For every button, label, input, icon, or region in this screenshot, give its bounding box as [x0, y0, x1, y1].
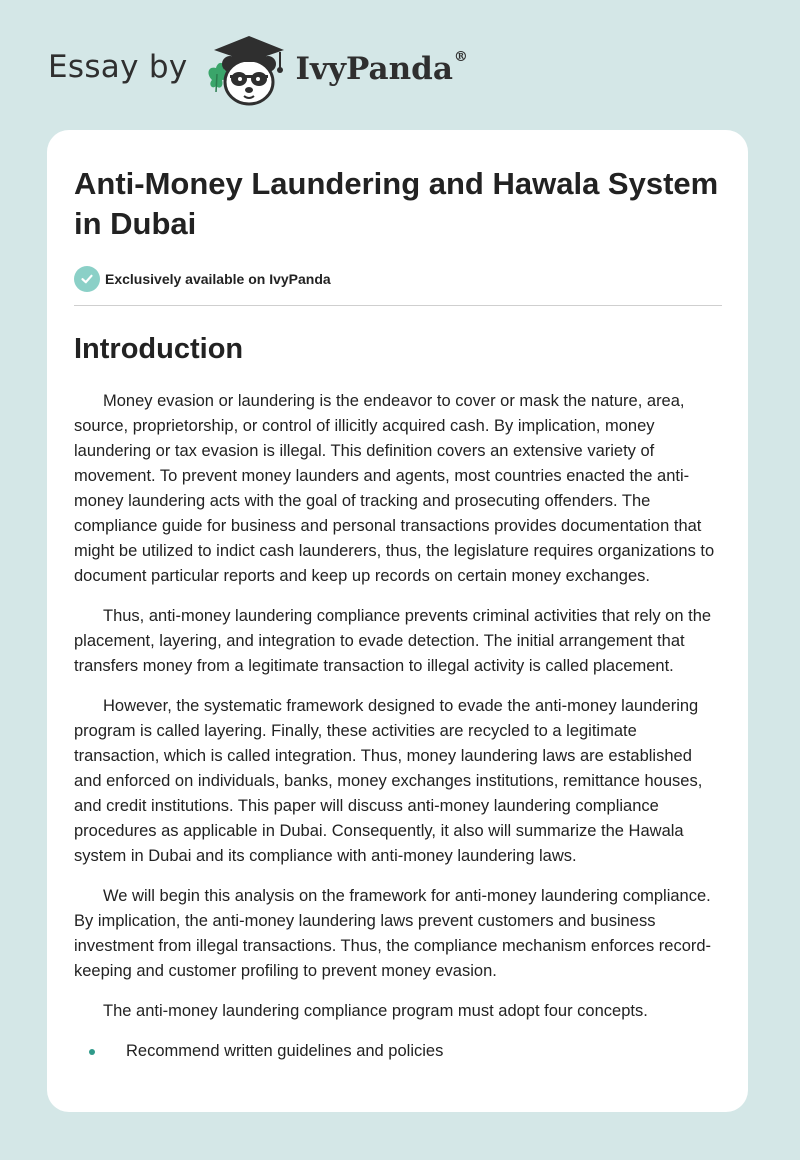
- section-heading-introduction: Introduction: [74, 333, 244, 365]
- bullet-dot-icon: [89, 1049, 95, 1055]
- list-item-text: Recommend written guidelines and policies: [126, 1042, 444, 1060]
- list-item: [74, 1039, 722, 1064]
- exclusive-badge: [74, 266, 722, 292]
- check-circle-icon: [74, 266, 100, 292]
- paragraph: However, the systematic framework designed to evade the anti-money laundering program is called layering. Finally, these activities are recycled to a legitimate transaction, which is called integration. Thus, money laundering laws are established and enforced on individuals, banks, money exchanges institutions, remittance houses, and credit institutions. This paper will discuss anti-money laundering compliance procedures as applicable in Dubai. Consequently, it also will summarize the Hawala system in Dubai and its compliance with anti-money laundering laws.: [74, 697, 703, 865]
- essay-card: [47, 130, 748, 1112]
- paragraph: Money evasion or laundering is the endeavor to cover or mask the nature, area, source, proprietorship, or control of illicitly acquired cash. By implication, money laundering or tax evasion is illegal. This definition covers an extensive variety of movement. To prevent money launders and agents, most countries enacted the anti-money laundering acts with the goal of tracking and prosecuting offenders. The compliance guide for business and personal transactions provides documentation that might be utilized to indict cash launderers, thus, the legislature requires organizations to document particular reports and keep up records on certain money exchanges.: [74, 392, 715, 585]
- panda-graduate-logo-icon[interactable]: [202, 30, 294, 110]
- site-header: [48, 30, 468, 110]
- registered-mark: ®: [453, 49, 468, 65]
- essay-by-label: Essay by: [48, 49, 188, 85]
- essay-title: Anti-Money Laundering and Hawala System in Dubai: [74, 166, 719, 241]
- divider: [74, 305, 722, 306]
- paragraph: We will begin this analysis on the framework for anti-money laundering compliance. By implication, the anti-money laundering laws prevent customers and business investment from illegal transactions. Thus, the compliance mechanism enforces record-keeping and customer profiling to prevent money evasion.: [74, 887, 712, 980]
- paragraph: Thus, anti-money laundering compliance prevents criminal activities that rely on the placement, layering, and integration to evade detection. The initial arrangement that transfers money from a legitimate transaction to illegal activity is called placement.: [74, 607, 712, 675]
- brand-name: IvyPanda®: [295, 49, 468, 87]
- bullet-list: [74, 1039, 722, 1064]
- paragraph: The anti-money laundering compliance program must adopt four concepts.: [103, 1002, 648, 1020]
- exclusive-label: Exclusively available on IvyPanda: [105, 271, 331, 287]
